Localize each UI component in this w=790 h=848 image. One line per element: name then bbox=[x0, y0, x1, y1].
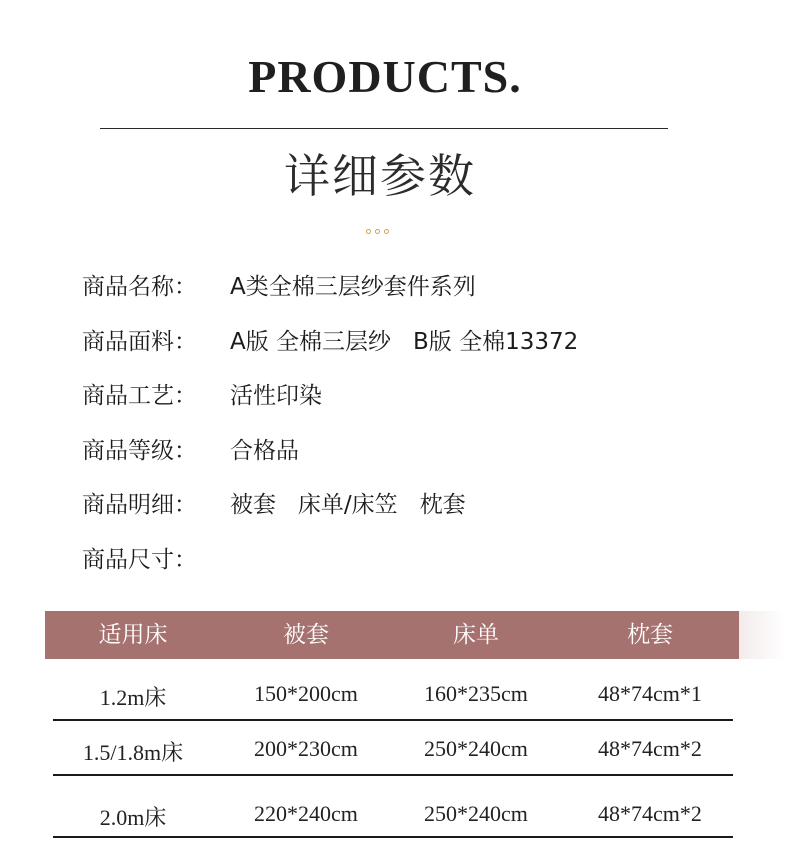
table-cell: 250*240cm bbox=[424, 801, 528, 826]
param-row-grade bbox=[82, 432, 762, 487]
dot-icon bbox=[366, 229, 371, 234]
param-value: A版 全棉三层纱 B版 全棉13372 bbox=[230, 328, 579, 355]
header-cell-pillowcase: 枕套 bbox=[627, 622, 673, 648]
row-divider bbox=[53, 774, 733, 776]
param-value: 被套 床单/床笠 枕套 bbox=[230, 492, 466, 518]
param-value: A类全棉三层纱套件系列 bbox=[230, 274, 476, 300]
table-cell: 150*200cm bbox=[254, 681, 358, 706]
param-key: 商品明细： bbox=[82, 492, 197, 518]
dot-icon bbox=[384, 229, 389, 234]
dot-icon bbox=[375, 229, 380, 234]
decorative-dots bbox=[366, 229, 389, 234]
table-cell: 160*235cm bbox=[424, 681, 528, 706]
table-cell: 200*230cm bbox=[254, 736, 358, 761]
param-key: 商品工艺： bbox=[82, 383, 197, 409]
row-divider bbox=[53, 836, 733, 838]
title-divider bbox=[100, 128, 668, 129]
header-fade bbox=[739, 611, 785, 659]
param-row-fabric bbox=[82, 323, 762, 378]
param-row-details bbox=[82, 486, 762, 541]
table-cell: 1.2m床 bbox=[99, 685, 167, 710]
param-value: 活性印染 bbox=[230, 383, 322, 409]
param-key: 商品名称： bbox=[82, 274, 197, 300]
param-key: 商品尺寸： bbox=[82, 546, 197, 573]
table-cell: 48*74cm*2 bbox=[598, 801, 702, 826]
header-cell-bed: 适用床 bbox=[98, 622, 168, 648]
header-cell-sheet: 床单 bbox=[453, 622, 499, 648]
table-cell: 220*240cm bbox=[254, 801, 358, 826]
table-cell: 48*74cm*1 bbox=[598, 681, 702, 706]
table-cell: 1.5/1.8m床 bbox=[82, 740, 184, 765]
row-divider bbox=[53, 719, 733, 721]
param-row-process bbox=[82, 377, 762, 432]
header-cell-duvet: 被套 bbox=[283, 622, 329, 648]
param-key: 商品面料： bbox=[82, 328, 197, 355]
table-cell: 48*74cm*2 bbox=[598, 736, 702, 761]
section-title: 详细参数 bbox=[284, 149, 476, 203]
param-row-size bbox=[82, 541, 762, 596]
param-key: 商品等级： bbox=[82, 437, 197, 464]
table-header bbox=[45, 611, 739, 659]
product-params bbox=[82, 268, 762, 595]
param-row-name bbox=[82, 268, 762, 323]
param-value: 合格品 bbox=[230, 437, 299, 464]
table-cell: 2.0m床 bbox=[99, 805, 167, 830]
table-cell: 250*240cm bbox=[424, 736, 528, 761]
brand-title: PRODUCTS. bbox=[248, 51, 522, 102]
